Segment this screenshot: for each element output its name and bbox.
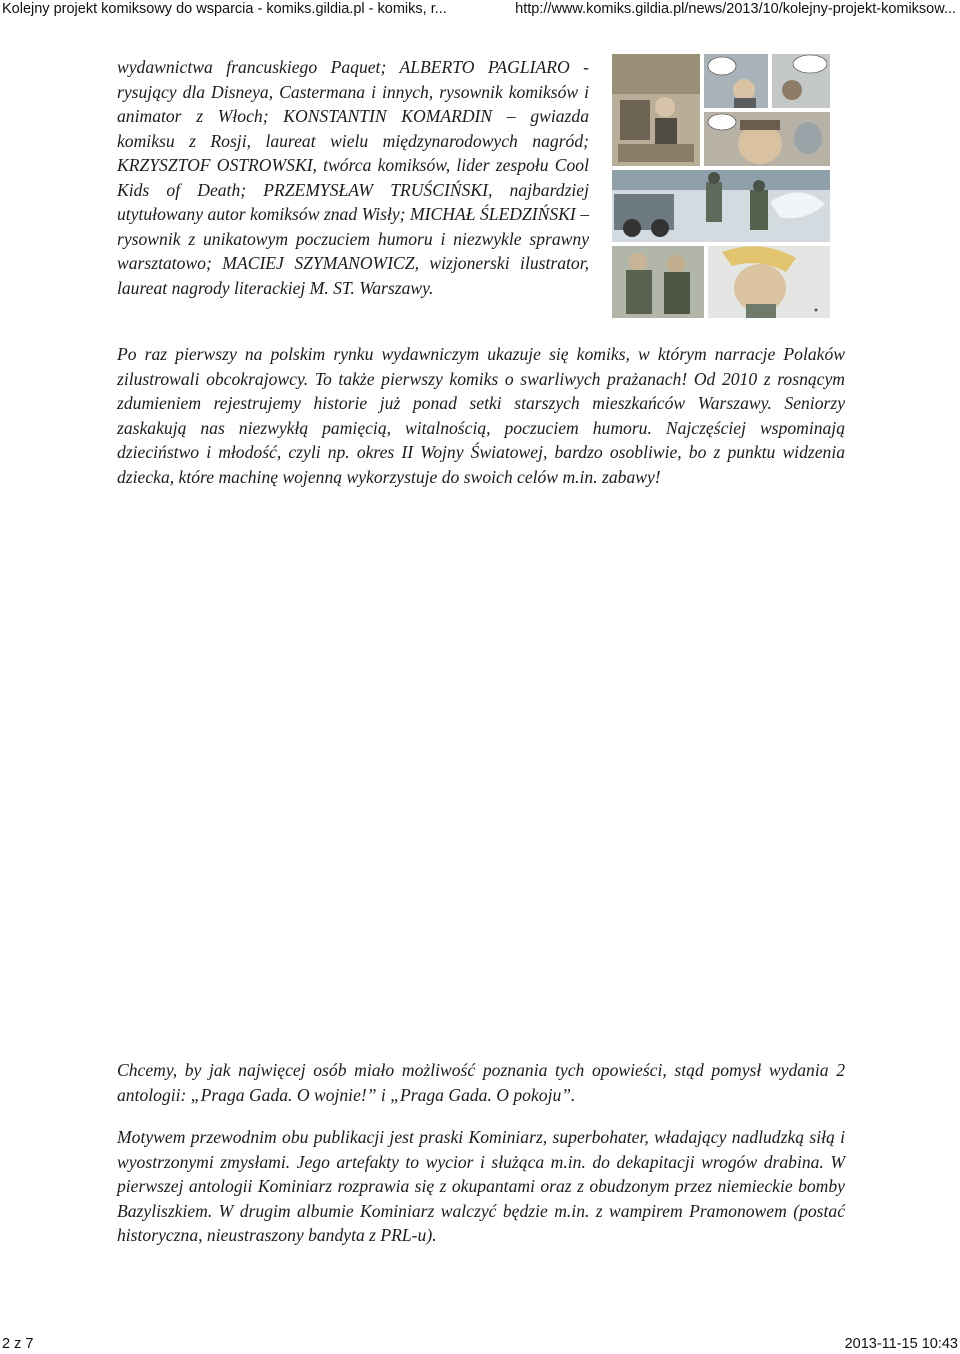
comic-page-image	[610, 52, 832, 320]
comic-panel	[612, 246, 704, 318]
paragraph-authors: wydawnictwa francuskiego Paquet; ALBERTO PAGLIARO - rysujący dla Disneya, Castermana i innych, rysownik komiksów i animator z Włoch; KONSTANTIN KOMARDIN – gwiazda komiksu z Rosji, laureat wielu międzynarodowych nagród; KRZYSZTOF OSTROWSKI, twórca komiksów, lider zespołu Cool Kids of Death; PRZEMYSŁAW TRUŚCIŃSKI, najbardziej utytułowany autor komiksów znad Wisły; MICHAŁ ŚLEDZIŃSKI – rysownik z unikatowym poczuciem humoru i niezwykle sprawny warsztatowo; MACIEJ SZYMANOWICZ, wizjonerski ilustrator, laureat nagrody literackiej M. ST. Warszawy.	[117, 57, 589, 298]
print-header	[0, 0, 960, 22]
comic-panel	[704, 112, 830, 166]
footer-page-number: 2 z 7	[2, 1336, 34, 1352]
footer-datetime: 2013-11-15 10:43	[844, 1336, 958, 1352]
print-footer	[0, 1332, 960, 1354]
paragraph-kominiarz: Motywem przewodnim obu publikacji jest praski Kominiarz, superbohater, władający nadludzką siłą i wyostrzonymi zmysłami. Jego artefakty to wycior i służąca m.in. do dekapitacji wrogów drabina. W pierwszej antologii Kominiarz rozprawia się z okupantami oraz z obudzonym przez niemieckie bomby Bazyliszkiem. W drugim albumie Kominiarz walczyć będzie m.in. z wampirem Pramonowem (postać historyczna, nieustraszony bandyta z PRL-u).	[117, 1127, 845, 1245]
comic-panel	[612, 54, 700, 166]
paragraph-intro: Po raz pierwszy na polskim rynku wydawniczym ukazuje się komiks, w którym narracje Polaków zilustrowali obcokrajowcy. To także pierwszy komiks o swarliwych prażanach! Od 2010 z rosnącym zdumieniem rejestrujemy historie już ponad setki starszych mieszkańców Warszawy. Seniorzy zaskakują nas niezwykłą pamięcią, witalnością, poczuciem humoru. Najczęściej wspominają dzieciństwo i młodość, czyli np. okres II Wojny Światowej, bardzo osobliwie, bo z punktu widzenia dziecka, które machinę wojenną wykorzystuje do swoich celów m.in. zabawy!	[117, 344, 845, 487]
comic-panel	[612, 170, 830, 242]
comic-panel	[704, 54, 768, 108]
paragraph-anthologies: Chcemy, by jak najwięcej osób miało możliwość poznania tych opowieści, stąd pomysł wydania 2 antologii: „Praga Gada. O wojnie!” i „Praga Gada. O pokoju”.	[117, 1060, 845, 1105]
comic-panel	[708, 246, 830, 318]
header-page-title: Kolejny projekt komiksowy do wsparcia - komiks.gildia.pl - komiks, r...	[2, 1, 447, 17]
header-url: http://www.komiks.gildia.pl/news/2013/10/kolejny-projekt-komiksow...	[515, 1, 956, 17]
comic-panel	[772, 54, 830, 108]
